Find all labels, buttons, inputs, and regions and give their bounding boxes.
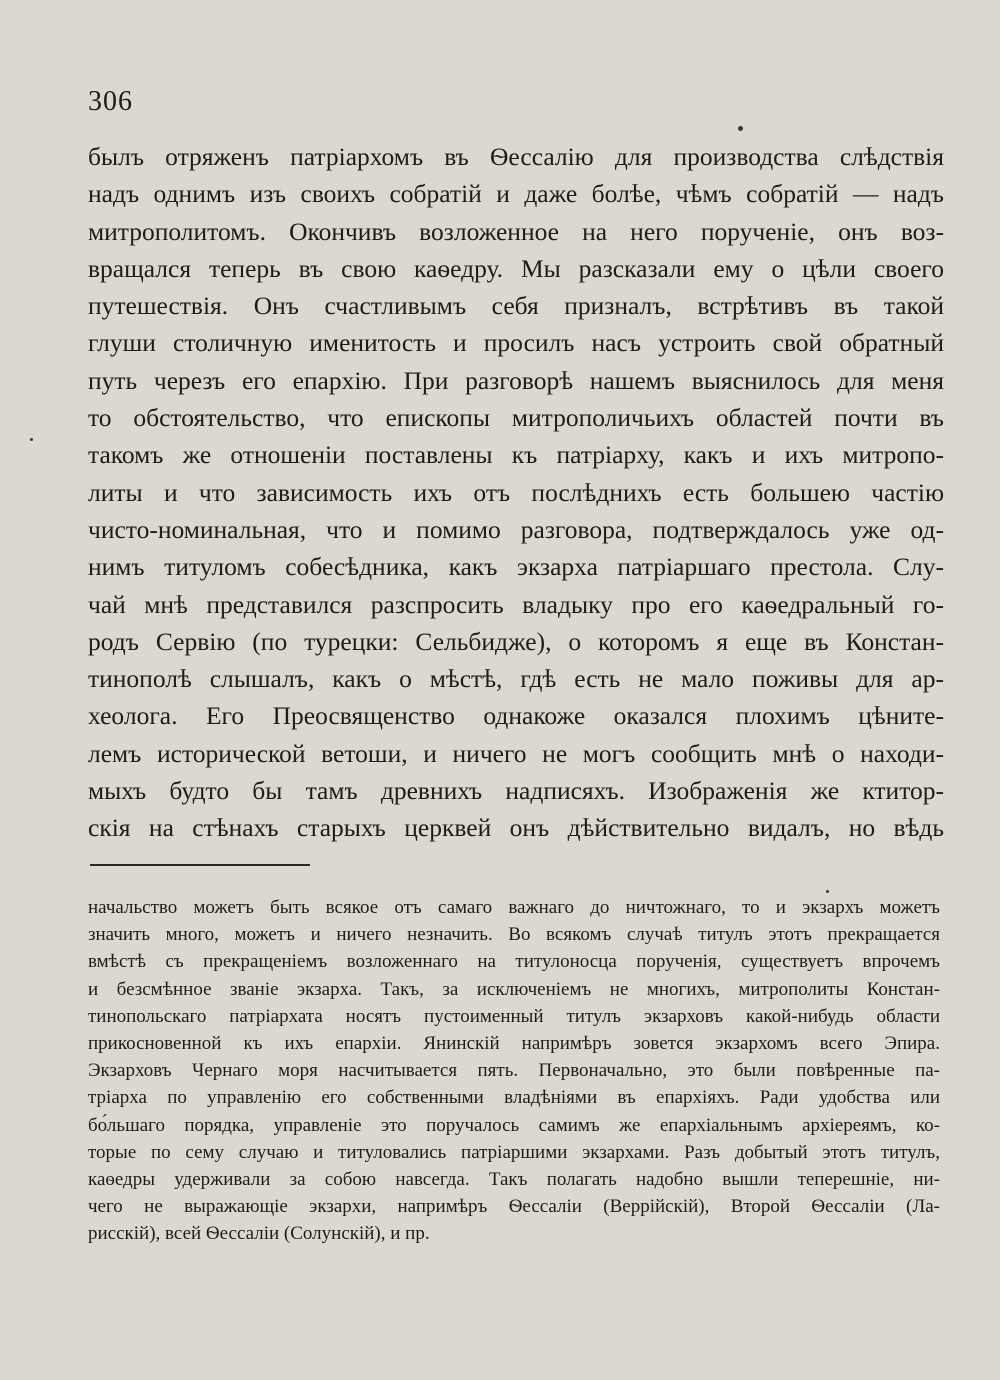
footnote-line: Экзарховъ Чернаго моря насчитывается пять. Первоначально, это были повѣренные па- bbox=[88, 1060, 940, 1082]
footnote-line: вмѣстѣ съ прекращеніемъ возложеннаго на титулоносца порученія, существуетъ впрочемъ bbox=[88, 951, 940, 973]
footnote-body bbox=[88, 894, 940, 1247]
footnote-line: и безсмѣнное званіе экзарха. Такъ, за исключеніемъ не многихъ, митрополиты Констан- bbox=[88, 978, 940, 1000]
footnote-line: бо́льшаго порядка, управленіе это поручалось самимъ же епархіальнымъ архіереямъ, ко- bbox=[88, 1114, 940, 1136]
text-line: чисто-номинальная, что и помимо разговора, подтверждалось уже од- bbox=[88, 514, 944, 544]
text-line: былъ отряженъ патріархомъ въ Ѳессалію для производства слѣдствія bbox=[88, 142, 944, 171]
footnote-line: значить много, можетъ и ничего незначить. Во всякомъ случаѣ титулъ этотъ прекращается bbox=[88, 924, 940, 946]
text-line: митрополитомъ. Окончивъ возложенное на него порученіе, онъ воз- bbox=[88, 216, 944, 246]
ink-speck bbox=[826, 890, 829, 893]
text-line: путешествія. Онъ счастливымъ себя призналъ, встрѣтивъ въ такой bbox=[88, 291, 944, 321]
text-line: лемъ исторической ветоши, и ничего не могъ сообщить мнѣ о находи- bbox=[88, 738, 944, 768]
footnote-separator bbox=[90, 864, 310, 866]
text-line: глуши столичную именитость и просилъ насъ устроить свой обратный bbox=[88, 328, 944, 358]
text-line: такомъ же отношеніи поставлены къ патріарху, какъ и ихъ митропо- bbox=[88, 440, 944, 470]
text-line: вращался теперь въ свою каѳедру. Мы разсказали ему о цѣли своего bbox=[88, 253, 944, 283]
text-line: родъ Сервію (по турецки: Сельбидже), о которомъ я еще въ Констан- bbox=[88, 626, 944, 656]
footnote-line: чего не выражающіе экзархи, напримѣръ Ѳессаліи (Веррійскій), Второй Ѳессаліи (Ла- bbox=[88, 1196, 940, 1218]
text-line: скія на стѣнахъ старыхъ церквей онъ дѣйствительно видалъ, но вѣдь bbox=[88, 813, 944, 843]
text-line: нимъ титуломъ собесѣдника, какъ экзарха патріаршаго престола. Слу- bbox=[88, 552, 944, 582]
footnote-line: прикосновенной къ ихъ епархіи. Янинскій напримѣръ зовется экзархомъ всего Эпира. bbox=[88, 1032, 940, 1054]
text-line: надъ однимъ изъ своихъ собратій и даже болѣе, чѣмъ собратій — надъ bbox=[88, 179, 944, 209]
ink-speck bbox=[738, 126, 743, 131]
footnote-line: тріарха по управленію его собственными владѣніями въ епархіяхъ. Ради удобства или bbox=[88, 1087, 940, 1109]
main-text-body bbox=[88, 138, 944, 847]
text-line: хеолога. Его Преосвященство однакоже оказался плохимъ цѣните- bbox=[88, 701, 944, 731]
text-line: тинополѣ слышалъ, какъ о мѣстѣ, гдѣ есть не мало поживы для ар- bbox=[88, 664, 944, 694]
footnote-line: тинопольскаго патріархата носятъ пустоименный титулъ экзарховъ какой-нибудь области bbox=[88, 1005, 940, 1027]
page-number: 306 bbox=[88, 86, 133, 117]
text-line: то обстоятельство, что епископы митрополичьихъ областей почти въ bbox=[88, 403, 944, 433]
footnote-line: торые по сему случаю и титуловались патріаршими экзархами. Разъ добытый этотъ титулъ, bbox=[88, 1141, 940, 1163]
footnote-line: рисскій), всей Ѳессаліи (Солунскій), и пр. bbox=[88, 1223, 430, 1245]
text-line: литы и что зависимость ихъ отъ послѣднихъ есть большею частію bbox=[88, 477, 944, 507]
text-line: мыхъ будто бы тамъ древнихъ надписяхъ. Изображенія же ктитор- bbox=[88, 776, 944, 806]
footnote-line: начальство можетъ быть всякое отъ самаго важнаго до ничтожнаго, то и экзархъ можетъ bbox=[88, 897, 940, 918]
ink-speck bbox=[30, 438, 33, 441]
text-line: путь черезъ его епархію. При разговорѣ нашемъ выяснилось для меня bbox=[88, 365, 944, 395]
text-line: чай мнѣ представился разспросить владыку про его каѳедральный го- bbox=[88, 589, 944, 619]
footnote-line: каѳедры удерживали за собою навсегда. Такъ полагать надобно вышли теперешніе, ни- bbox=[88, 1168, 940, 1190]
